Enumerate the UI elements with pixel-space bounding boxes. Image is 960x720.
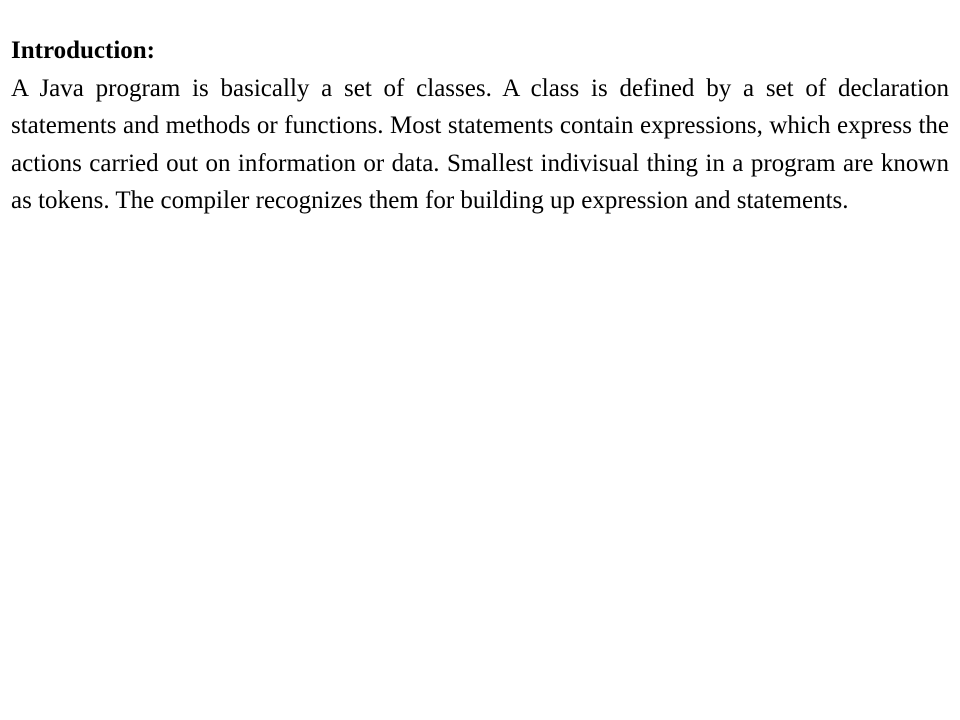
slide-heading: Introduction: (11, 37, 156, 64)
slide-body-paragraph: A Java program is basically a set of classes. A class is defined by a set of declaration statements and methods or functions. Most statements contain expressions, which express the actions carried out on information or data. Smallest indivisual thing in a program are known as tokens. The compiler recognizes them for building up expression and statements. (11, 74, 949, 214)
text-block (11, 32, 949, 220)
